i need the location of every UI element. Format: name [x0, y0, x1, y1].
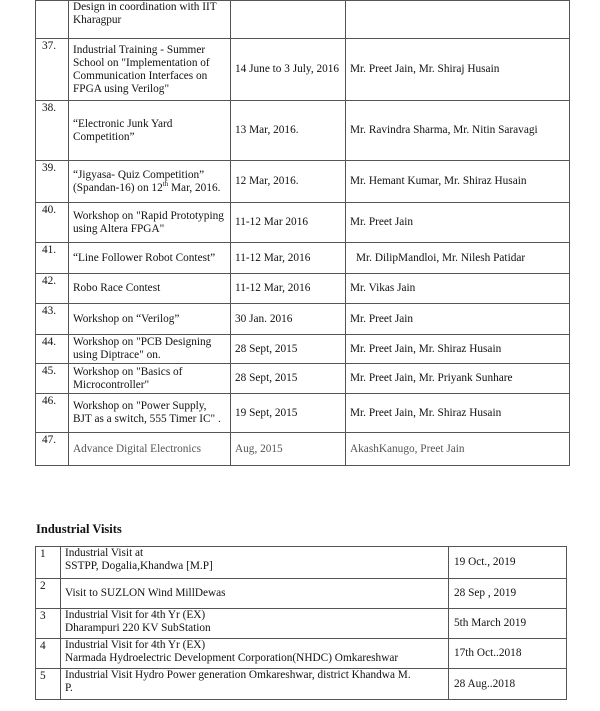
activity-title: Industrial Training - Summer School on "Implementation of Communication Interfaces on FPGA using Verilog" [69, 39, 231, 101]
table-row [36, 547, 567, 579]
activity-date: Aug, 2015 [231, 433, 346, 466]
activity-title: Advance Digital Electronics [69, 433, 231, 466]
row-number: 47. [36, 433, 69, 466]
activity-faculty: Mr. Preet Jain, Mr. Priyank Sunhare [346, 364, 570, 394]
visit-description: Industrial Visit for 4th Yr (EX) Dharampuri 220 KV SubStation [61, 609, 449, 639]
row-number: 45. [36, 364, 69, 394]
table-row [36, 161, 570, 203]
visit-date: 19 Oct., 2019 [449, 547, 567, 579]
activity-title: “Electronic Junk Yard Competition” [69, 101, 231, 161]
row-number: 38. [36, 101, 69, 161]
activity-faculty: AkashKanugo, Preet Jain [346, 433, 570, 466]
table-row [36, 243, 570, 274]
section-heading: Industrial Visits [36, 522, 122, 536]
activity-date: 28 Sept, 2015 [231, 335, 346, 364]
activity-title: “Line Follower Robot Contest” [69, 243, 231, 274]
activity-faculty: Mr. Preet Jain, Mr. Shiraz Husain [346, 335, 570, 364]
row-number: 41. [36, 243, 69, 274]
activity-faculty: Mr. Preet Jain [346, 203, 570, 243]
activity-faculty: Mr. Hemant Kumar, Mr. Shiraz Husain [346, 161, 570, 203]
row-number: 43. [36, 304, 69, 335]
activity-date: 14 June to 3 July, 2016 [231, 39, 346, 101]
table-row [36, 364, 570, 394]
row-number: 5 [36, 669, 61, 700]
visit-date: 17th Oct..2018 [449, 639, 567, 669]
activity-date: 13 Mar, 2016. [231, 101, 346, 161]
table-row [36, 274, 570, 304]
table-row [36, 639, 567, 669]
activity-title: Design in coordination with IIT Kharagpur [69, 1, 231, 39]
visit-date: 28 Sep , 2019 [449, 579, 567, 609]
row-number: 46. [36, 394, 69, 433]
row-number: 42. [36, 274, 69, 304]
table-row [36, 433, 570, 466]
row-number: 44. [36, 335, 69, 364]
activity-title: Workshop on "Basics of Microcontroller" [69, 364, 231, 394]
activity-date: 19 Sept, 2015 [231, 394, 346, 433]
activity-date: 30 Jan. 2016 [231, 304, 346, 335]
table-row [36, 39, 570, 101]
row-number: 2 [36, 579, 61, 609]
row-number: 39. [36, 161, 69, 203]
activity-date: 11-12 Mar, 2016 [231, 243, 346, 274]
activity-title: Robo Race Contest [69, 274, 231, 304]
row-number: 3 [36, 609, 61, 639]
activity-faculty: Mr. Preet Jain [346, 304, 570, 335]
activity-date: 28 Sept, 2015 [231, 364, 346, 394]
activity-date: 12 Mar, 2016. [231, 161, 346, 203]
activity-faculty: Mr. Ravindra Sharma, Mr. Nitin Saravagi [346, 101, 570, 161]
row-number: 1 [36, 547, 61, 579]
visit-description: Visit to SUZLON Wind MillDewas [61, 579, 449, 609]
industrial-visits-table [35, 546, 567, 700]
table-row [36, 203, 570, 243]
activity-title: Workshop on "Power Supply, BJT as a switch, 555 Timer IC" . [69, 394, 231, 433]
activity-faculty: Mr. Preet Jain, Mr. Shiraj Husain [346, 39, 570, 101]
activity-faculty: Mr. Vikas Jain [346, 274, 570, 304]
table-row [36, 101, 570, 161]
table-row [36, 304, 570, 335]
table-row [36, 394, 570, 433]
activity-title: Workshop on “Verilog” [69, 304, 231, 335]
activity-faculty: Mr. Preet Jain, Mr. Shiraz Husain [346, 394, 570, 433]
table-row [36, 609, 567, 639]
table-row [36, 669, 567, 700]
row-number: 4 [36, 639, 61, 669]
activities-table [35, 0, 570, 466]
activity-faculty: Mr. DilipMandloi, Mr. Nilesh Patidar [346, 243, 570, 274]
visit-description: Industrial Visit for 4th Yr (EX) Narmada Hydroelectric Development Corporation(NHDC) Omkareshwar [61, 639, 449, 669]
visit-date: 5th March 2019 [449, 609, 567, 639]
table-row [36, 579, 567, 609]
activity-title: Workshop on "Rapid Prototyping using Altera FPGA" [69, 203, 231, 243]
activity-date: 11-12 Mar, 2016 [231, 274, 346, 304]
table-row [36, 335, 570, 364]
row-number: 37. [36, 39, 69, 101]
activity-title: Workshop on "PCB Designing using Diptrace" on. [69, 335, 231, 364]
visit-date: 28 Aug..2018 [449, 669, 567, 700]
row-number: 40. [36, 203, 69, 243]
activity-date: 11-12 Mar 2016 [231, 203, 346, 243]
visit-description: Industrial Visit at SSTPP, Dogalia,Khandwa [M.P] [61, 547, 449, 579]
table-row [36, 1, 570, 39]
visit-description: Industrial Visit Hydro Power generation Omkareshwar, district Khandwa M. P. [61, 669, 449, 700]
activity-title: “Jigyasa- Quiz Competition” (Spandan-16) on 12th Mar, 2016. [69, 161, 231, 203]
